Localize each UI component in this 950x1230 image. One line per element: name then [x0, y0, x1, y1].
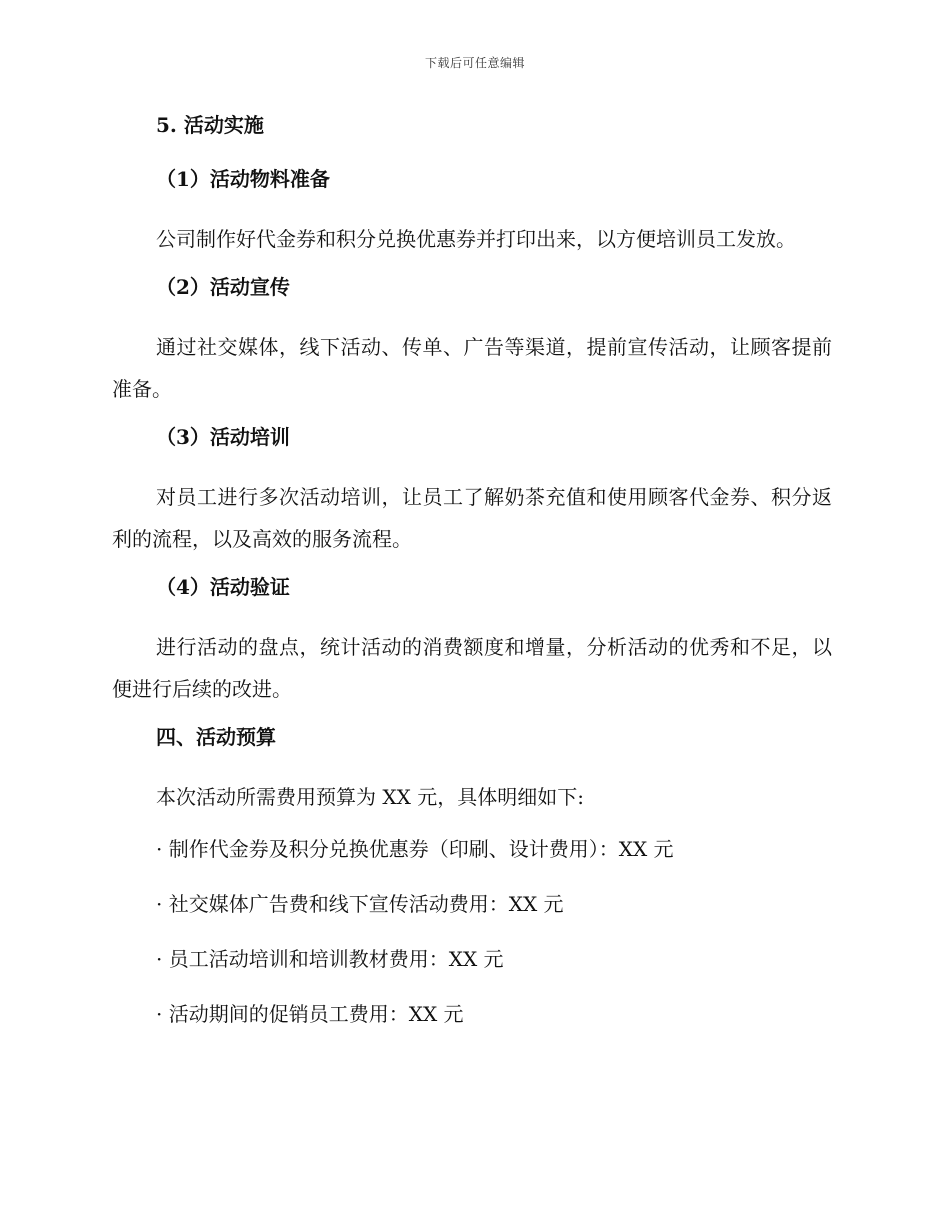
subheading-verification: （4）活动验证 — [156, 575, 290, 599]
budget-item: · 社交媒体广告费和线下宣传活动费用：XX 元 — [156, 892, 564, 916]
paragraph-budget-intro: 本次活动所需费用预算为 XX 元，具体明细如下: — [156, 785, 584, 809]
subheading-training: （3）活动培训 — [156, 425, 290, 449]
section-heading-budget: 四、活动预算 — [156, 725, 276, 749]
budget-item: · 制作代金券及积分兑换优惠券（印刷、设计费用）：XX 元 — [156, 837, 674, 861]
subheading-promotion: （2）活动宣传 — [156, 275, 290, 299]
budget-item: · 活动期间的促销员工费用：XX 元 — [156, 1002, 464, 1026]
section-heading-implementation: 5. 活动实施 — [156, 113, 264, 137]
page-header: 下载后可任意编辑 — [424, 56, 525, 70]
document-body — [112, 110, 832, 1054]
paragraph-promotion: 通过社交媒体，线下活动、传单、广告等渠道，提前宣传活动，让顾客提前准备。 — [112, 335, 832, 401]
paragraph-materials: 公司制作好代金券和积分兑换优惠券并打印出来，以方便培训员工发放。 — [156, 227, 796, 251]
subheading-materials: （1）活动物料准备 — [156, 167, 330, 191]
paragraph-training: 对员工进行多次活动培训，让员工了解奶茶充值和使用顾客代金券、积分返利的流程，以及高效的服务流程。 — [112, 485, 832, 551]
paragraph-verification: 进行活动的盘点，统计活动的消费额度和增量，分析活动的优秀和不足，以便进行后续的改进。 — [112, 635, 832, 701]
budget-item: · 员工活动培训和培训教材费用：XX 元 — [156, 947, 504, 971]
